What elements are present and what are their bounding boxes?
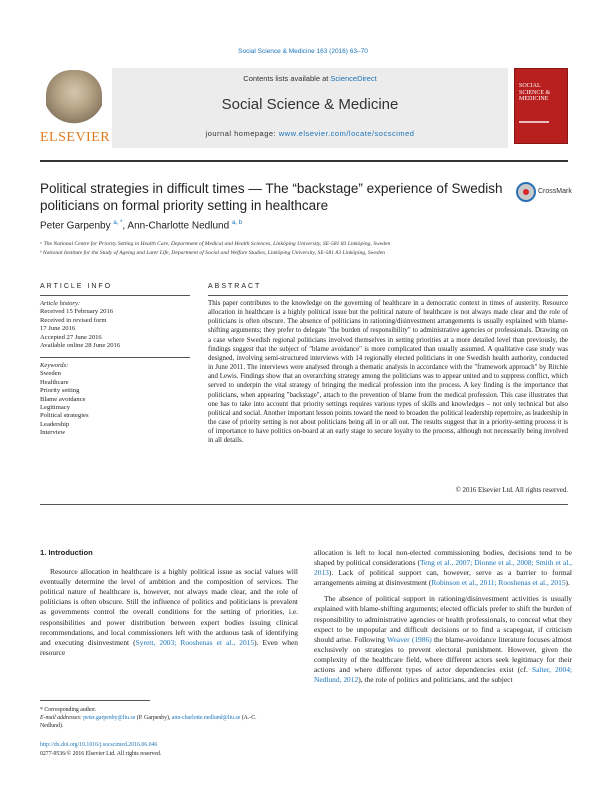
crossmark-label: CrossMark bbox=[538, 188, 572, 195]
body-text: The absence of political support in rationing/disinvestment activities is usually explained with blame-shifting arguments; elected officials prefer to shift the burden of responsibility to administrative agencies or health professionals, to conceal what they expect to be unpopular and difficult decisions or to find a scapegoat, if criticism should arise. Following bbox=[314, 594, 572, 644]
elsevier-logo bbox=[40, 68, 111, 148]
body-right-column bbox=[314, 548, 572, 685]
contents-prefix: Contents lists available at bbox=[243, 74, 331, 83]
footnote bbox=[40, 706, 280, 730]
cover-title: SOCIAL SCIENCE & MEDICINE bbox=[519, 83, 551, 103]
history-item: 17 June 2016 bbox=[40, 325, 76, 333]
body-paragraph bbox=[314, 548, 572, 588]
affiliations bbox=[40, 240, 568, 258]
journal-cover-image bbox=[514, 68, 568, 144]
crossmark-badge[interactable] bbox=[516, 182, 570, 204]
crossmark-icon bbox=[516, 182, 536, 202]
cover-decoration bbox=[519, 121, 549, 123]
author-affil-marker[interactable]: a, * bbox=[113, 220, 123, 226]
citation-link[interactable]: Salter, 2004; Nedlund, 2012 bbox=[314, 665, 572, 685]
keyword: Political strategies bbox=[40, 412, 89, 420]
affiliation-b: ᵇ National Institute for the Study of Ageing and Later Life, Department of Social and Welfare Studies, Linköping University, SE-581 83 Linköping, Sweden bbox=[40, 250, 385, 256]
keyword: Sweden bbox=[40, 370, 61, 378]
abstract-rule bbox=[208, 295, 568, 296]
footnote-rule bbox=[40, 700, 150, 701]
abstract-end-rule bbox=[40, 504, 568, 505]
journal-citation[interactable]: Social Science & Medicine 163 (2016) 63–70 bbox=[238, 48, 368, 55]
email-link[interactable]: peter.garpenby@liu.se bbox=[83, 715, 136, 721]
publisher-name: ELSEVIER bbox=[40, 130, 111, 145]
history-item: Received 15 February 2016 bbox=[40, 308, 114, 316]
author-list: Peter Garpenby $^{a, *}$, Ann-Charlotte Nedlund $^{a, b}$ bbox=[40, 220, 242, 232]
keyword: Priority setting bbox=[40, 387, 80, 395]
elsevier-tree-icon bbox=[46, 70, 102, 126]
citation-link[interactable]: Teng et al., 2007; Dionne et al., 2008; Smith et al., 2013 bbox=[314, 558, 572, 578]
email-label: E-mail addresses: bbox=[40, 715, 84, 721]
keyword: Blame avoidance bbox=[40, 395, 86, 403]
keywords-header: Keywords: bbox=[40, 362, 69, 369]
section-heading: 1. Introduction bbox=[40, 548, 93, 557]
abstract-heading: ABSTRACT bbox=[208, 283, 262, 290]
contents-line bbox=[112, 74, 508, 83]
author-name[interactable]: Ann-Charlotte Nedlund bbox=[127, 220, 230, 232]
body-text: allocation is left to local non-elected commissioning bodies, decisions tend to be shaped by political considerations ( bbox=[314, 548, 572, 568]
issn-line: 0277-9536/© 2016 Elsevier Ltd. All rights reserved. bbox=[40, 750, 162, 757]
header-rule bbox=[40, 160, 568, 162]
keywords-rule bbox=[40, 357, 190, 358]
body-text: the blame-avoidance literature focuses almost exclusively on strategies to prevent electoral punishment. However, given the complexity of the healthcare field, where different actors seek legitimacy for their actions and where different types of actor dependencies exist (cf. bbox=[314, 634, 572, 675]
author-affil-marker[interactable]: a, b bbox=[231, 220, 242, 226]
body-text: ). Even when resource bbox=[40, 637, 298, 657]
citation-link[interactable]: Syrett, 2003; Rooshenas et al., 2015 bbox=[135, 637, 255, 647]
corresponding-author-note: * Corresponding author. bbox=[40, 707, 97, 713]
body-left-column bbox=[40, 548, 298, 658]
info-rule bbox=[40, 295, 190, 296]
journal-banner bbox=[112, 68, 508, 148]
affiliation-a: ᵃ The National Centre for Priority Setting in Health Care, Department of Medical and Health Sciences, Linköping University, SE-581 83 Linköping, Sweden bbox=[40, 241, 391, 247]
keyword: Leadership bbox=[40, 420, 70, 428]
email-link[interactable]: ann-charlotte.nedlund@liu.se bbox=[171, 715, 241, 721]
article-info-heading: ARTICLE INFO bbox=[40, 283, 113, 290]
homepage-link[interactable]: www.elsevier.com/locate/socscimed bbox=[278, 129, 415, 138]
keyword: Legitimacy bbox=[40, 404, 71, 412]
keywords bbox=[40, 362, 190, 438]
article-history bbox=[40, 300, 190, 350]
body-text: ). Lack of political support can, however, serve as a barrier to formal arrangements aiming at disinvestment ( bbox=[314, 568, 572, 588]
email-owner: (A.-C. Nedlund). bbox=[40, 715, 257, 729]
journal-name: Social Science & Medicine bbox=[221, 96, 399, 113]
citation-link[interactable]: Robinson et al., 2011; Rooshenas et al., 2015 bbox=[431, 578, 566, 588]
journal-header bbox=[40, 68, 568, 148]
history-item: Accepted 27 June 2016 bbox=[40, 333, 102, 341]
history-header: Article history: bbox=[40, 300, 81, 307]
doi-block bbox=[40, 741, 300, 758]
body-paragraph bbox=[314, 594, 572, 685]
body-paragraph bbox=[40, 567, 298, 658]
keyword: Healthcare bbox=[40, 378, 69, 386]
homepage-line bbox=[112, 129, 508, 138]
history-item: Received in revised form bbox=[40, 316, 107, 324]
email-line bbox=[40, 714, 280, 730]
email-owner: (P. Garpenby), bbox=[135, 715, 172, 721]
body-text: ). bbox=[565, 578, 570, 588]
sciencedirect-link[interactable]: ScienceDirect bbox=[330, 74, 377, 83]
body-text: ), the role of politics and politicians, and the subject bbox=[358, 675, 513, 685]
abstract-copyright: © 2016 Elsevier Ltd. All rights reserved. bbox=[455, 487, 568, 494]
doi-link[interactable]: http://dx.doi.org/10.1016/j.socscimed.2016.06.046 bbox=[40, 742, 158, 748]
abstract-text: This paper contributes to the knowledge on the governing of healthcare in a democratic context in times of austerity. Resource allocation in healthcare is a highly political issue but the political nature of healthcare is not always made clear and the role of politicians is often obscure. The absence of politicians in rationing/disinvestment arrangements is usually explained with blame-shifting arguments; they prefer to delegate "the burden of responsibility" to administrative agencies or professionals. Drawing on a case where Swedish regional politicians involved themselves in setting priorities at a more detailed level than previously, the findings suggest that the subject of "blame avoidance" is more complicated than usually assumed. A qualitative case study was designed, involving semi-structured interviews with 14 regionally elected politicians in one Swedish health authority, conducted in June 2011. The interviews were analysed through a thematic analysis in accordance with the "framework approach" by Ritchie and Lewis. Findings show that an overarching strategy among the politicians was to appear united and to suppress conflict, which served to underpin the vital strategy of bringing the medical profession into the process. A key finding is the importance that politicians, when appearing "backstage", attach to the prevention of blame from the medical profession. This case illustrates that one has to take into account that priority settings requires various types of skills and knowledges – not only technical but also political and social. Another important lesson points toward the need to broaden the political leadership repertoire, as leadership in the case of priority setting is not about politicians being all in or all out. The results suggest that in a priority-setting process it is of importance to have politics on-board at an early stage to secure loyalty to the process, although not necessarily being involved in all details. bbox=[208, 300, 568, 445]
keyword: Interview bbox=[40, 429, 66, 437]
citation-link[interactable]: Weaver (1986) bbox=[387, 634, 432, 644]
history-item: Available online 28 June 2016 bbox=[40, 342, 121, 350]
body-text: Resource allocation in healthcare is a highly political issue as social values will eventually determine the level of ambition and the composition of services. The political nature of healthcare is, however, not always made clear, and the role of politicians is often obscure. Still the influence of politics and politicians is prevalent as governments control the overall conditions for the setting of priorities, i.e. responsibilities and power distribution between expert bodies issuing clinical recommendations, and local commissioners left with the arduous task of identifying and executing disinvestment ( bbox=[40, 567, 298, 647]
author-name[interactable]: Peter Garpenby bbox=[40, 220, 111, 232]
article-title: Political strategies in difficult times — The “backstage” experience of Swedish politicians on formal priority setting in healthcare bbox=[40, 181, 503, 213]
homepage-prefix: journal homepage: bbox=[205, 129, 279, 138]
